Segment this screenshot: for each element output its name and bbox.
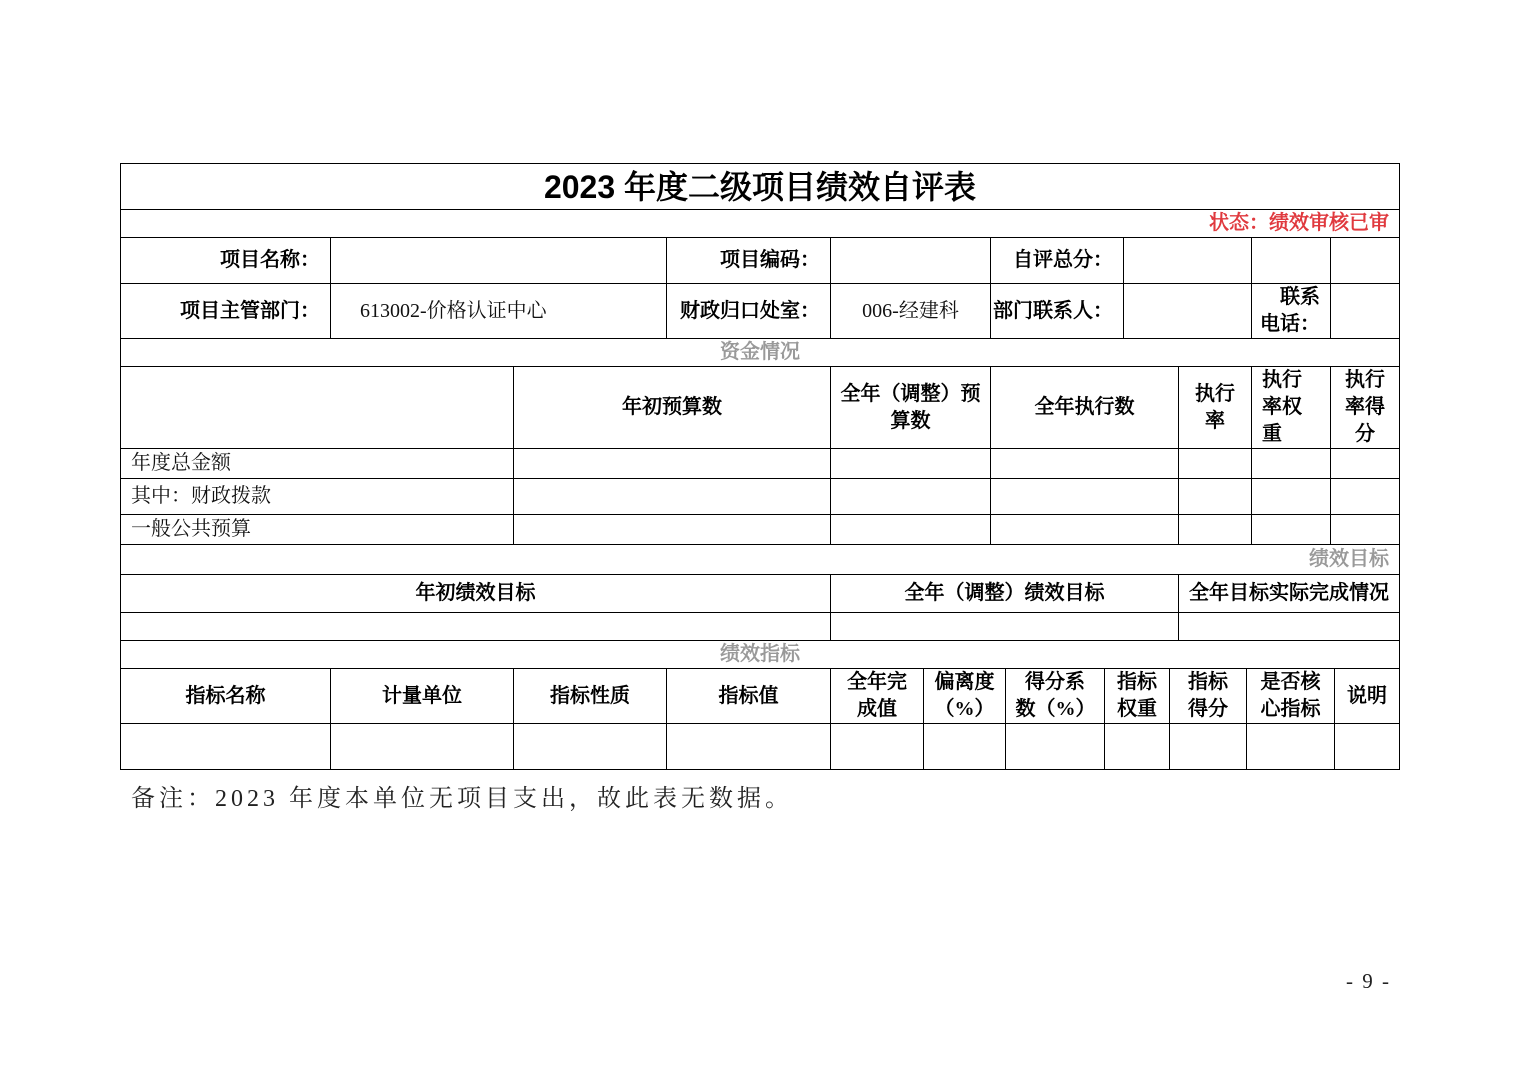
project-code-value: [831, 238, 991, 284]
indicator-header-name: 指标名称: [121, 669, 331, 724]
table-cell: [1252, 449, 1331, 479]
table-cell: [1247, 724, 1335, 770]
table-cell: [1105, 724, 1170, 770]
finance-office-label: 财政归口处室：: [667, 284, 831, 339]
table-cell: [1179, 449, 1252, 479]
goals-header-adjusted: 全年（调整）绩效目标: [831, 575, 1179, 613]
indicator-header-value: 指标值: [667, 669, 831, 724]
indicator-header-score-coefficient-text: 得分系数（%）: [1015, 671, 1096, 720]
contact-person-value: [1124, 284, 1252, 339]
indicator-header-completed: [831, 669, 924, 724]
funds-header-executed: 全年执行数: [991, 367, 1179, 449]
contact-phone-label: [1252, 284, 1331, 339]
table-cell: [831, 449, 991, 479]
performance-self-evaluation-table: [120, 163, 1400, 770]
table-cell: [331, 724, 514, 770]
table-cell: [831, 613, 1179, 641]
project-code-label: 项目编码：: [667, 238, 831, 284]
table-cell: [1252, 479, 1331, 515]
table-cell: [1179, 515, 1252, 545]
table-cell: [924, 724, 1006, 770]
indicator-header-score: [1170, 669, 1247, 724]
table-cell: [514, 724, 667, 770]
footnote: 备注：2023 年度本单位无项目支出，故此表无数据。: [131, 786, 793, 812]
table-cell: [991, 449, 1179, 479]
project-name-value: [331, 238, 667, 284]
table-cell: [1006, 724, 1105, 770]
table-cell: [1331, 449, 1400, 479]
indicator-header-nature: 指标性质: [514, 669, 667, 724]
empty-cell: [1331, 238, 1400, 284]
indicators-section-title: 绩效指标: [121, 641, 1400, 669]
contact-phone-label-line-2: 电话：: [1260, 313, 1320, 335]
table-cell: [991, 479, 1179, 515]
goals-section-title: 绩效目标: [121, 545, 1400, 575]
contact-phone-label-text: [1260, 284, 1320, 338]
funds-header-initial-budget: 年初预算数: [514, 367, 831, 449]
funds-header-adjusted-budget: [831, 367, 991, 449]
table-cell: [514, 515, 831, 545]
page-number: - 9 -: [1346, 969, 1391, 993]
self-score-label: 自评总分：: [991, 238, 1124, 284]
table-cell: [1170, 724, 1247, 770]
indicator-header-score-coefficient: [1006, 669, 1105, 724]
contact-phone-label-line-1: 联系: [1280, 286, 1320, 308]
table-cell: [1179, 479, 1252, 515]
funds-row-label: 其中：财政拨款: [121, 479, 514, 515]
indicator-header-unit: 计量单位: [331, 669, 514, 724]
indicator-header-core-text: 是否核心指标: [1260, 671, 1321, 720]
table-cell: [514, 479, 831, 515]
page-title: 2023 年度二级项目绩效自评表: [121, 164, 1400, 210]
funds-header-exec-rate-score: [1331, 367, 1400, 449]
table-cell: [1331, 515, 1400, 545]
indicator-header-deviation: [924, 669, 1006, 724]
self-score-value: [1124, 238, 1252, 284]
funds-row-label: 年度总金额: [121, 449, 514, 479]
indicator-header-weight-text: 指标权重: [1117, 671, 1157, 720]
department-label: 项目主管部门：: [121, 284, 331, 339]
project-name-label: 项目名称：: [121, 238, 331, 284]
funds-header-blank: [121, 367, 514, 449]
funds-header-exec-rate-text: 执行率: [1195, 382, 1235, 432]
contact-person-label: 部门联系人：: [991, 284, 1124, 339]
indicator-header-remark: 说明: [1335, 669, 1400, 724]
indicator-header-deviation-text: 偏离度（%）: [934, 671, 995, 720]
table-cell: [991, 515, 1179, 545]
table-cell: [831, 479, 991, 515]
table-cell: [1179, 613, 1400, 641]
indicator-header-weight: [1105, 669, 1170, 724]
table-cell: [831, 515, 991, 545]
indicator-header-score-text: 指标得分: [1188, 671, 1228, 720]
empty-cell: [1252, 238, 1331, 284]
funds-header-exec-rate: [1179, 367, 1252, 449]
funds-header-exec-rate-score-text: 执行率得分: [1345, 369, 1385, 445]
indicator-header-core: [1247, 669, 1335, 724]
table-cell: [514, 449, 831, 479]
funds-header-exec-rate-weight-text: 执行率权重: [1262, 369, 1302, 445]
table-cell: [831, 724, 924, 770]
goals-header-actual: 全年目标实际完成情况: [1179, 575, 1400, 613]
funds-header-exec-rate-weight: [1252, 367, 1331, 449]
table-cell: [1335, 724, 1400, 770]
finance-office-value: 006-经建科: [831, 284, 991, 339]
funds-section-title: 资金情况: [121, 339, 1400, 367]
funds-header-adjusted-budget-text: 全年（调整）预算数: [840, 382, 981, 432]
table-cell: [1331, 479, 1400, 515]
goals-header-initial: 年初绩效目标: [121, 575, 831, 613]
funds-row-label: 一般公共预算: [121, 515, 514, 545]
table-cell: [121, 724, 331, 770]
status-label: 状态：绩效审核已审: [121, 210, 1400, 238]
table-cell: [1252, 515, 1331, 545]
contact-phone-value: [1331, 284, 1400, 339]
table-cell: [121, 613, 831, 641]
department-value: 613002-价格认证中心: [331, 284, 667, 339]
table-cell: [667, 724, 831, 770]
indicator-header-completed-text: 全年完成值: [847, 671, 907, 720]
